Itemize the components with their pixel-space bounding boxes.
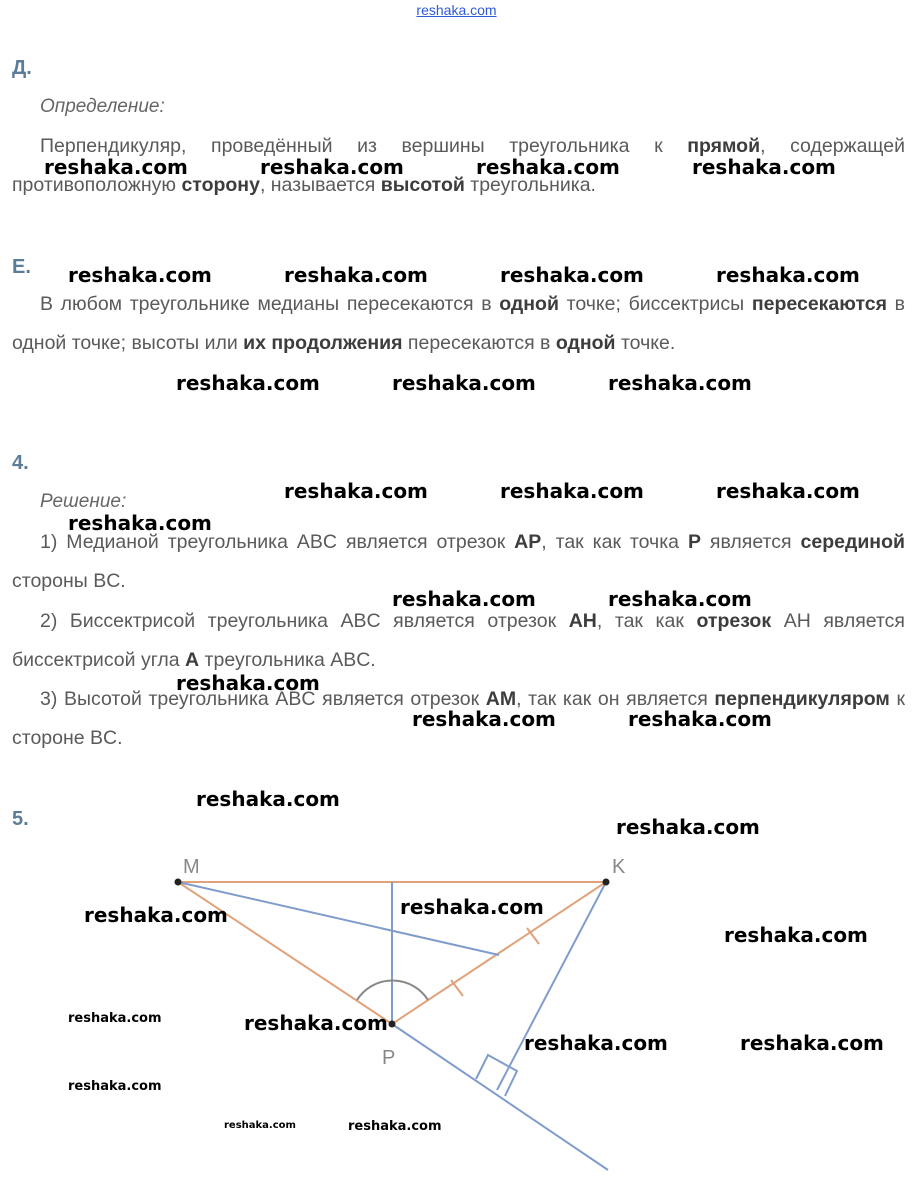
point-label-k: K	[612, 856, 626, 878]
site-link[interactable]: reshaka.com	[416, 2, 497, 18]
right-angle-mark	[476, 1055, 517, 1096]
watermark: reshaka.com	[500, 263, 644, 287]
watermark: reshaka.com	[224, 1120, 296, 1131]
watermark: reshaka.com	[608, 587, 752, 611]
watermark: reshaka.com	[176, 371, 320, 395]
watermark: reshaka.com	[44, 155, 188, 179]
watermark: reshaka.com	[68, 263, 212, 287]
solution-heading: Решение:	[40, 491, 127, 512]
watermark: reshaka.com	[68, 511, 212, 535]
point-label-p: P	[382, 1047, 396, 1069]
watermark: reshaka.com	[476, 155, 620, 179]
section-label-d: Д.	[12, 57, 32, 79]
watermark: reshaka.com	[196, 787, 340, 811]
watermark: reshaka.com	[740, 1031, 884, 1055]
watermark: reshaka.com	[716, 263, 860, 287]
watermark: reshaka.com	[524, 1031, 668, 1055]
watermark: reshaka.com	[692, 155, 836, 179]
solution-item-2: 2) Биссектрисой треугольника ABC является отрезок AH, так как отрезок AH является биссектрисой угла A треугольника ABC.	[12, 610, 905, 671]
task-5-label: 5.	[12, 808, 29, 830]
vertex-p	[389, 1021, 396, 1028]
watermark: reshaka.com	[84, 903, 228, 927]
watermark: reshaka.com	[68, 1011, 162, 1026]
watermark: reshaka.com	[260, 155, 404, 179]
watermark: reshaka.com	[724, 923, 868, 947]
section-label-e: Е.	[12, 256, 31, 278]
definition-heading: Определение:	[40, 96, 165, 117]
watermark: reshaka.com	[500, 479, 644, 503]
point-label-m: M	[183, 856, 200, 878]
watermark: reshaka.com	[284, 479, 428, 503]
watermark: reshaka.com	[176, 671, 320, 695]
vertex-m	[175, 879, 182, 886]
watermark: reshaka.com	[412, 707, 556, 731]
watermark: reshaka.com	[68, 1079, 162, 1094]
tick-mark-1	[451, 980, 463, 996]
watermark: reshaka.com	[400, 895, 544, 919]
watermark: reshaka.com	[608, 371, 752, 395]
solution-item-3: 3) Высотой треугольника ABC является отрезок AM, так как он является перпендикуляром к стороне BC.	[12, 688, 905, 749]
watermark: reshaka.com	[392, 587, 536, 611]
definition-text: Перпендикуляр, проведённый из вершины треугольника к прямой, содержащей противоположную сторону, называется высотой треугольника.	[12, 135, 905, 196]
task-4-label: 4.	[12, 452, 29, 474]
watermark: reshaka.com	[716, 479, 860, 503]
vertex-k	[603, 879, 610, 886]
solution-item-1: 1) Медианой треугольника ABC является отрезок AP, так как точка P является серединой стороны BC.	[12, 531, 905, 592]
watermark: reshaka.com	[392, 371, 536, 395]
section-e-text: В любом треугольнике медианы пересекаются в одной точке; биссектрисы пересекаются в одной точке; высоты или их продолжения пересекаются в одной точке.	[12, 293, 905, 354]
watermark: reshaka.com	[628, 707, 772, 731]
watermark: reshaka.com	[244, 1011, 388, 1035]
watermark: reshaka.com	[348, 1119, 442, 1134]
watermark: reshaka.com	[616, 815, 760, 839]
watermark: reshaka.com	[284, 263, 428, 287]
